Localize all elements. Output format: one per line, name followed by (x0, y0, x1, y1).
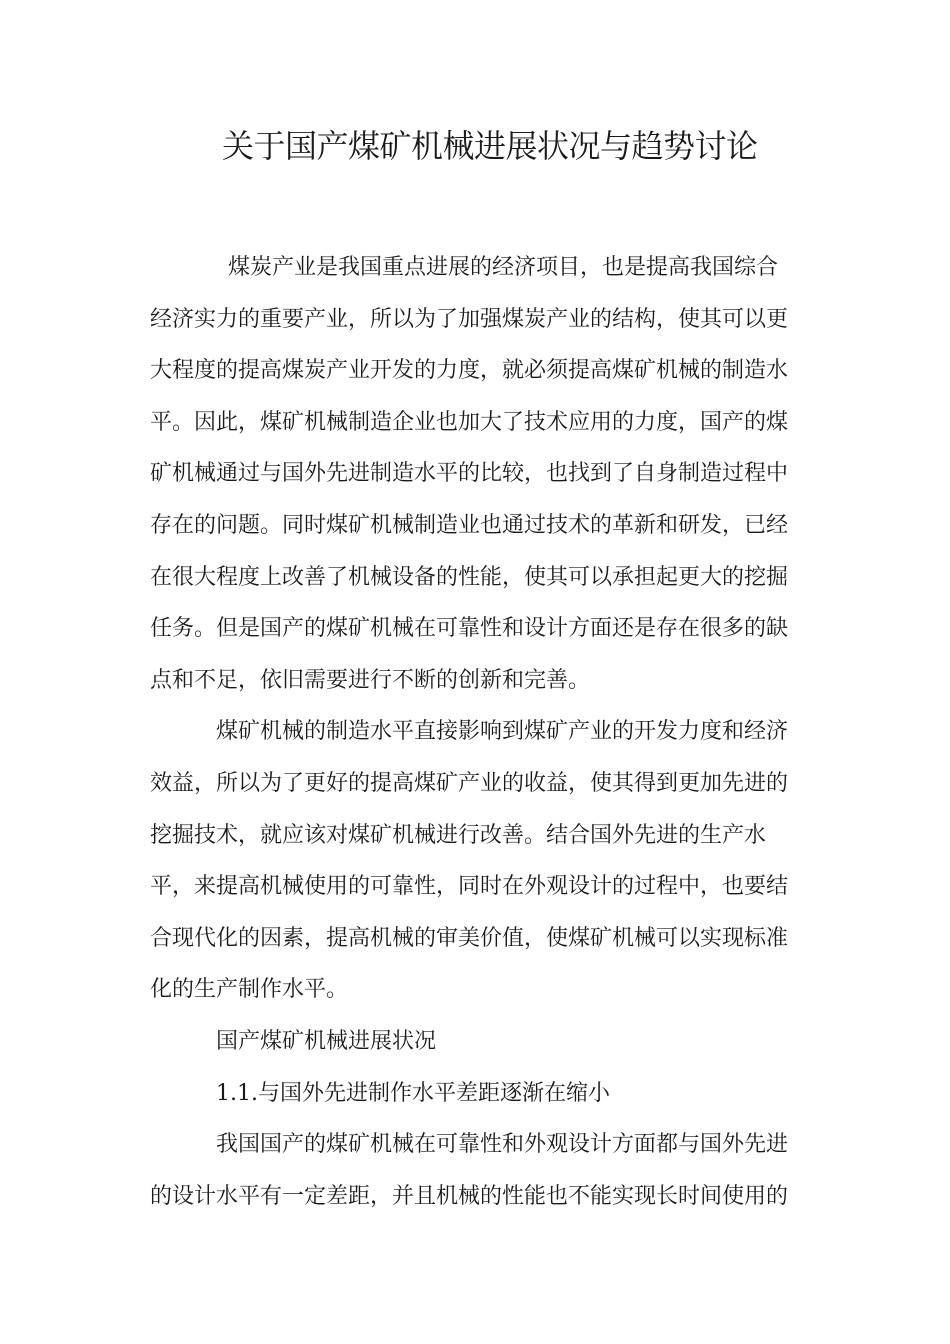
section-heading: 国产煤矿机械进展状况 (216, 1028, 437, 1054)
paragraph-line: 在很大程度上改善了机械设备的性能，使其可以承担起更大的挖掘 (150, 564, 789, 590)
document-body (150, 242, 800, 1222)
paragraph-line: 平。因此，煤矿机械制造企业也加大了技术应用的力度，国产的煤 (150, 409, 789, 435)
paragraph-line: 化的生产制作水平。 (150, 977, 349, 1003)
paragraph-line: 经济实力的重要产业，所以为了加强煤炭产业的结构，使其可以更 (150, 306, 789, 332)
paragraph-line: 矿机械通过与国外先进制造水平的比较，也找到了自身制造过程中 (150, 461, 789, 487)
paragraph-line: 平，来提高机械使用的可靠性，同时在外观设计的过程中，也要结 (150, 874, 789, 900)
paragraph-line: 大程度的提高煤炭产业开发的力度，就必须提高煤矿机械的制造水 (150, 358, 789, 384)
paragraph-line: 我国国产的煤矿机械在可靠性和外观设计方面都与国外先进 (216, 1132, 789, 1158)
paragraph-line: 任务。但是国产的煤矿机械在可靠性和设计方面还是存在很多的缺 (150, 616, 789, 642)
paragraph-line: 挖掘技术，就应该对煤矿机械进行改善。结合国外先进的生产水 (150, 822, 767, 848)
paragraph-line: 合现代化的因素，提高机械的审美价值，使煤矿机械可以实现标准 (150, 925, 789, 951)
subsection-heading: 1.1.与国外先进制作水平差距逐渐在缩小 (216, 1080, 610, 1106)
paragraph-line: 点和不足，依旧需要进行不断的创新和完善。 (150, 667, 591, 693)
paragraph-line: 煤炭产业是我国重点进展的经济项目，也是提高我国综合 (228, 255, 779, 280)
document-title: 关于国产煤矿机械进展状况与趋势讨论 (222, 127, 758, 165)
paragraph-line: 煤矿机械的制造水平直接影响到煤矿产业的开发力度和经济 (216, 719, 789, 745)
paragraph-line: 存在的问题。同时煤矿机械制造业也通过技术的革新和研发，已经 (150, 512, 789, 538)
paragraph-line: 的设计水平有一定差距，并且机械的性能也不能实现长时间使用的 (150, 1183, 789, 1209)
paragraph-line: 效益，所以为了更好的提高煤矿产业的收益，使其得到更加先进的 (150, 770, 789, 796)
